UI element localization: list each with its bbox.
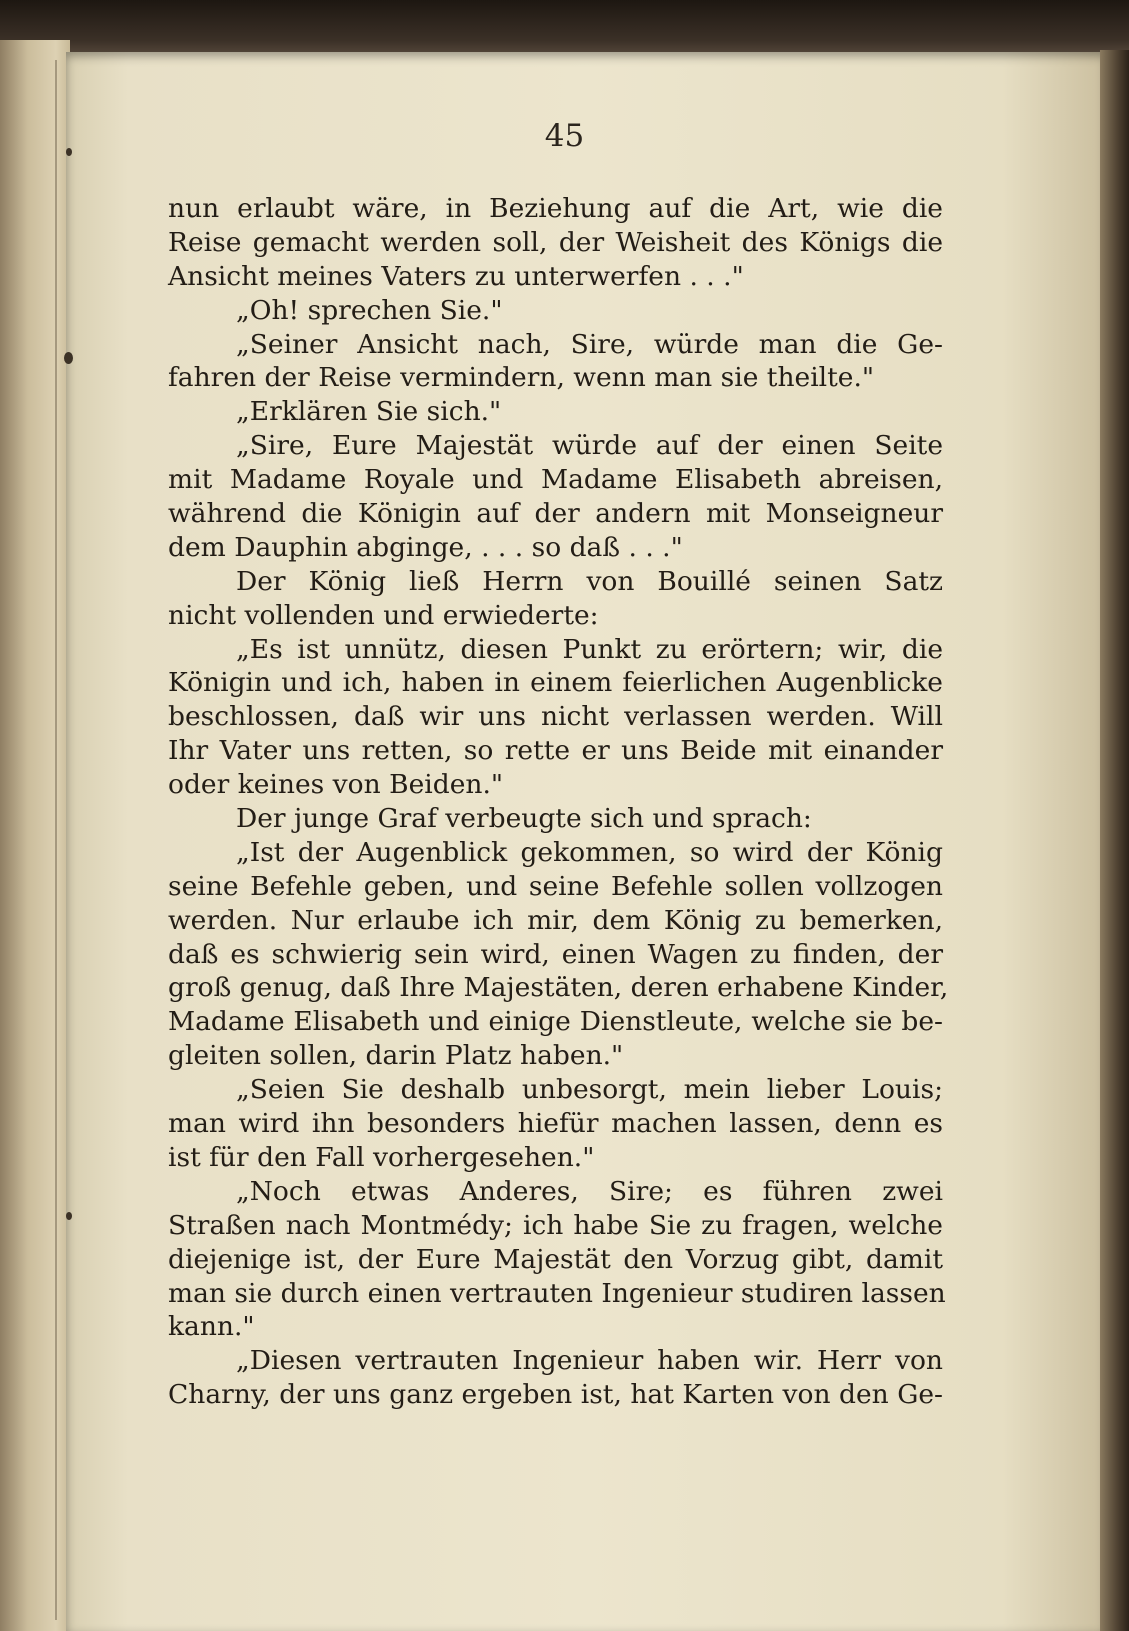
text-line: „Es ist unnütz, diesen Punkt zu erörtern; wir, die bbox=[236, 633, 943, 665]
margin-speck bbox=[64, 352, 73, 364]
text-line: Straßen nach Montmédy; ich habe Sie zu fragen, welche bbox=[168, 1209, 943, 1241]
body-text bbox=[168, 192, 949, 1412]
text-line: Charny, der uns ganz ergeben ist, hat Karten von den Ge- bbox=[168, 1379, 943, 1411]
text-line: Der junge Graf verbeugte sich und sprach: bbox=[236, 803, 812, 835]
text-line: während die Königin auf der andern mit Monseigneur bbox=[168, 498, 943, 530]
text-line: dem Dauphin abginge, . . . so daß . . ." bbox=[168, 531, 683, 563]
text-line: nicht vollenden und erwiederte: bbox=[168, 599, 599, 631]
text-line: Madame Elisabeth und einige Dienstleute, welche sie be- bbox=[168, 1006, 943, 1038]
text-line: daß es schwierig sein wird, einen Wagen zu finden, der bbox=[168, 938, 943, 970]
margin-speck bbox=[66, 1212, 72, 1220]
text-line: Der König ließ Herrn von Bouillé seinen Satz bbox=[236, 565, 943, 597]
text-line: Königin und ich, haben in einem feierlichen Augenblicke bbox=[168, 667, 943, 699]
page-number: 45 bbox=[544, 118, 585, 154]
text-line: „Noch etwas Anderes, Sire; es führen zwei bbox=[236, 1175, 943, 1207]
text-line: nun erlaubt wäre, in Beziehung auf die Art, wie die bbox=[168, 193, 943, 224]
text-line: Reise gemacht werden soll, der Weisheit des Königs die bbox=[168, 226, 943, 258]
text-line: „Erklären Sie sich." bbox=[236, 396, 502, 428]
text-line: „Sire, Eure Majestät würde auf der einen Seite bbox=[236, 430, 943, 462]
text-line: Ihr Vater uns retten, so rette er uns Beide mit einander bbox=[168, 735, 943, 767]
book-right-edge bbox=[1100, 50, 1129, 1631]
text-line: werden. Nur erlaube ich mir, dem König zu bemerken, bbox=[168, 904, 943, 936]
text-line: „Seien Sie deshalb unbesorgt, mein lieber Louis; bbox=[236, 1074, 943, 1106]
text-line: groß genug, daß Ihre Majestäten, deren erhabene Kinder, bbox=[168, 972, 949, 1004]
text-line: seine Befehle geben, und seine Befehle sollen vollzogen bbox=[168, 870, 943, 902]
text-line: „Seiner Ansicht nach, Sire, würde man die Ge- bbox=[236, 328, 943, 360]
text-line: „Diesen vertrauten Ingenieur haben wir. Herr von bbox=[236, 1345, 943, 1377]
text-line: beschlossen, daß wir uns nicht verlassen werden. Will bbox=[168, 701, 943, 733]
gutter-line bbox=[55, 60, 57, 1620]
text-line: oder keines von Beiden." bbox=[168, 769, 504, 801]
text-line: gleiten sollen, darin Platz haben." bbox=[168, 1040, 624, 1072]
text-line: kann." bbox=[168, 1311, 255, 1343]
facing-page-edge bbox=[0, 40, 70, 1631]
text-line: mit Madame Royale und Madame Elisabeth abreisen, bbox=[168, 464, 943, 496]
text-line: man sie durch einen vertrauten Ingenieur studiren lassen bbox=[168, 1277, 946, 1309]
text-line: fahren der Reise vermindern, wenn man sie theilte." bbox=[168, 362, 875, 394]
text-line: ist für den Fall vorhergesehen." bbox=[168, 1141, 595, 1173]
text-line: man wird ihn besonders hiefür machen lassen, denn es bbox=[168, 1108, 943, 1140]
text-line: Ansicht meines Vaters zu unterwerfen . . ." bbox=[168, 260, 744, 292]
text-line: diejenige ist, der Eure Majestät den Vorzug gibt, damit bbox=[168, 1243, 943, 1275]
text-line: „Oh! sprechen Sie." bbox=[236, 294, 503, 326]
text-line: „Ist der Augenblick gekommen, so wird der König bbox=[236, 836, 943, 868]
book-top-edge bbox=[0, 0, 1129, 58]
